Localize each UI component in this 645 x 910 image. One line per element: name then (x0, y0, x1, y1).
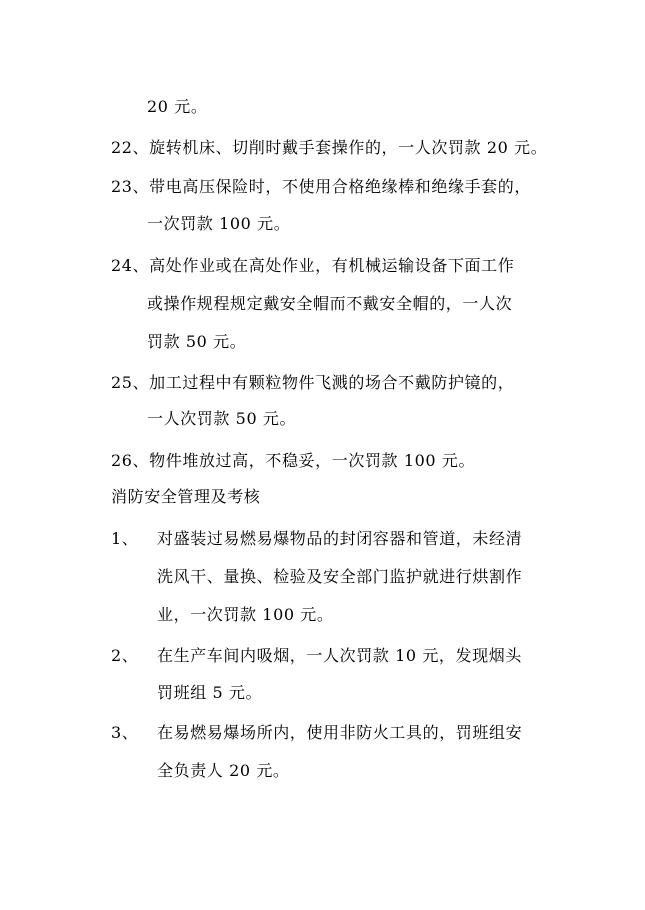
list-number: 2、 (111, 646, 139, 665)
text-line: 对盛装过易燃易爆物品的封闭容器和管道，未经清 (157, 529, 523, 548)
text-line: 一次罚款 100 元。 (147, 214, 291, 233)
text-line: 全负责人 20 元。 (157, 761, 290, 780)
text-line: 一人次罚款 50 元。 (147, 409, 297, 428)
text-line: 罚款 50 元。 (147, 332, 247, 351)
text-line: 26、物件堆放过高，不稳妥，一次罚款 100 元。 (111, 451, 476, 470)
text-line: 业，一次罚款 100 元。 (157, 605, 334, 624)
text-line: 或操作规程规定戴安全帽而不戴安全帽的，一人次 (147, 294, 513, 313)
text-line: 在生产车间内吸烟，一人次罚款 10 元，发现烟头 (157, 646, 522, 665)
list-number: 1、 (111, 529, 139, 548)
section-heading: 消防安全管理及考核 (111, 487, 261, 506)
text-line: 在易燃易爆场所内，使用非防火工具的，罚班组安 (157, 723, 523, 742)
text-line: 24、高处作业或在高处作业，有机械运输设备下面工作 (111, 256, 515, 275)
text-line: 20 元。 (147, 97, 208, 116)
text-line: 25、加工过程中有颗粒物件飞溅的场合不戴防护镜的， (111, 373, 515, 392)
text-line: 22、旋转机床、切削时戴手套操作的，一人次罚款 20 元。 (111, 138, 548, 157)
list-number: 3、 (111, 723, 139, 742)
text-line: 洗风干、量换、检验及安全部门监护就进行烘割作 (157, 567, 523, 586)
text-line: 23、带电高压保险时，不使用合格绝缘棒和绝缘手套的， (111, 177, 531, 196)
text-line: 罚班组 5 元。 (157, 683, 263, 702)
